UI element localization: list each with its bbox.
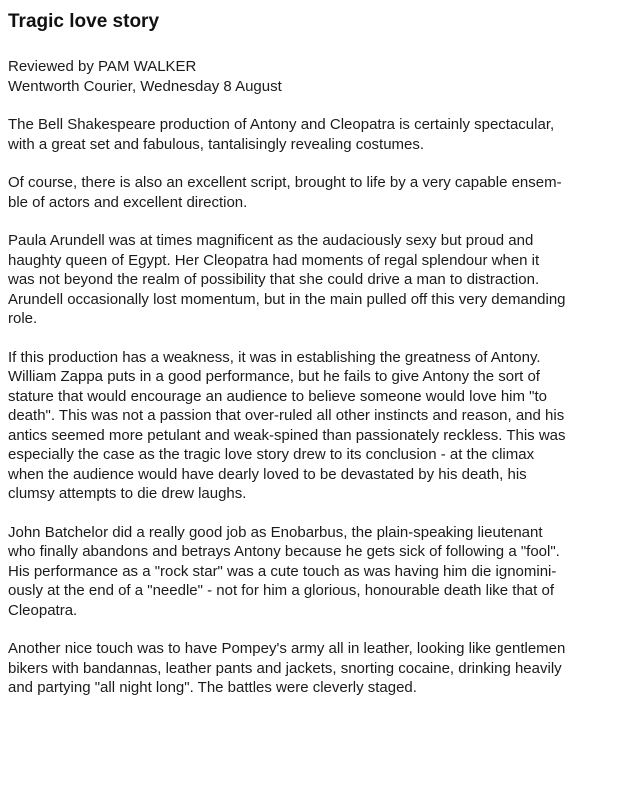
text-line: bikers with bandannas, leather pants and jackets, snorting cocaine, drinking heavily	[8, 659, 562, 677]
text-line: Paula Arundell was at times magnificent as the audaciously sexy but proud and	[8, 232, 534, 249]
byline-line: Wentworth Courier, Wednesday 8 August	[8, 77, 282, 95]
paragraph	[8, 231, 612, 329]
text-line: with a great set and fabulous, tantalisingly revealing costumes.	[8, 135, 425, 153]
text-line: haughty queen of Egypt. Her Cleopatra had moments of regal splendour when it	[8, 251, 540, 269]
text-line: who finally abandons and betrays Antony because he gets sick of following a "fool".	[8, 543, 560, 560]
text-line: clumsy attempts to die drew laughs.	[8, 485, 247, 502]
text-line: ously at the end of a "needle" - not for him a glorious, honourable death like that of	[8, 582, 554, 599]
text-line: and partying "all night long". The battles were cleverly staged.	[8, 679, 417, 696]
article-body	[8, 115, 612, 698]
paragraph	[8, 348, 612, 504]
paragraph	[8, 115, 612, 154]
text-line: role.	[8, 310, 38, 327]
text-line: stature that would encourage an audience to believe someone would love him "to	[8, 387, 548, 405]
text-line: death". This was not a passion that over-ruled all other instincts and reason, and his	[8, 407, 565, 424]
paragraph	[8, 639, 612, 698]
text-line: Arundell occasionally lost momentum, but in the main pulled off this very demanding	[8, 290, 566, 308]
paragraph	[8, 173, 612, 212]
text-line: Of course, there is also an excellent script, brought to life by a very capable ensem-	[8, 174, 562, 191]
article-title: Tragic love story	[8, 11, 160, 32]
text-line: was not beyond the realm of possibility that she could drive a man to distraction.	[8, 271, 540, 288]
text-line: His performance as a "rock star" was a cute touch as was having him die ignomini-	[8, 562, 557, 580]
text-line: when the audience would have dearly loved to be devastated by his death, his	[8, 465, 527, 483]
text-line: ble of actors and excellent direction.	[8, 193, 248, 211]
byline-line: Reviewed by PAM WALKER	[8, 58, 197, 75]
text-line: The Bell Shakespeare production of Antony and Cleopatra is certainly spectacular,	[8, 116, 555, 133]
text-line: William Zappa puts in a good performance, but he fails to give Antony the sort of	[8, 368, 540, 385]
byline	[8, 57, 612, 96]
paragraph	[8, 523, 612, 621]
text-line: John Batchelor did a really good job as Enobarbus, the plain-speaking lieutenant	[8, 523, 543, 541]
text-line: Cleopatra.	[8, 601, 78, 619]
text-line: If this production has a weakness, it was in establishing the greatness of Antony.	[8, 348, 541, 366]
text-line: especially the case as the tragic love story drew to its conclusion - at the climax	[8, 446, 535, 463]
text-line: Another nice touch was to have Pompey's army all in leather, looking like gentlemen	[8, 640, 566, 657]
text-line: antics seemed more petulant and weak-spined than passionately reckless. This was	[8, 426, 566, 444]
